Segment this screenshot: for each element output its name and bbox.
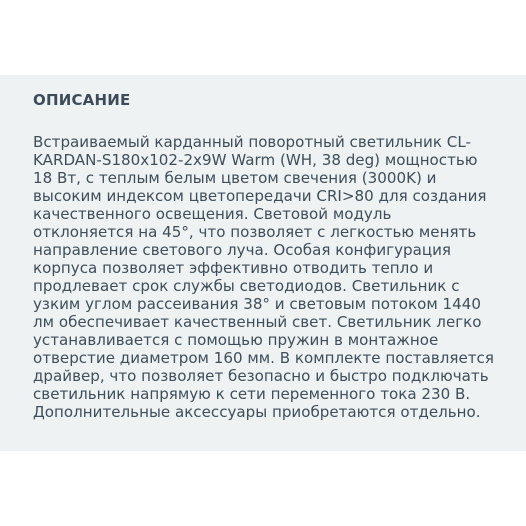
description-line: узким углом рассеивания 38° и световым потоком 1440 (33, 295, 481, 313)
description-line: Встраиваемый карданный поворотный светильник CL- (33, 133, 471, 151)
description-line: корпуса позволяет эффективно отводить тепло и (33, 259, 434, 277)
description-line: отклоняется на 45°, что позволяет с легкостью менять (33, 223, 477, 241)
description-line: светильник напрямую к сети переменного тока 230 В. (33, 385, 471, 403)
description-line: направление светового луча. Особая конфигурация (33, 241, 451, 259)
description-line: 18 Вт, с теплым белым цветом свечения (3000K) и (33, 169, 437, 187)
description-line: лм обеспечивает качественный свет. Светильник легко (33, 313, 482, 331)
description-line: высоким индексом цветопередачи CRI>80 для создания (33, 187, 487, 205)
description-line: продлевает срок службы светодиодов. Светильник с (33, 277, 460, 295)
description-line: устанавливается с помощью пружин в монтажное (33, 331, 439, 349)
description-line: Дополнительные аксессуары приобретаются отдельно. (33, 403, 481, 421)
description-line: KARDAN-S180x102-2x9W Warm (WH, 38 deg) мощностью (33, 151, 478, 169)
description-line: отверстие диаметром 160 мм. В комплекте поставляется (33, 349, 494, 367)
section-title: ОПИСАНИЕ (33, 91, 131, 109)
description-text (33, 133, 495, 421)
description-line: драйвер, что позволяет безопасно и быстро подключать (33, 367, 489, 385)
description-line: качественного освещения. Световой модуль (33, 205, 392, 223)
